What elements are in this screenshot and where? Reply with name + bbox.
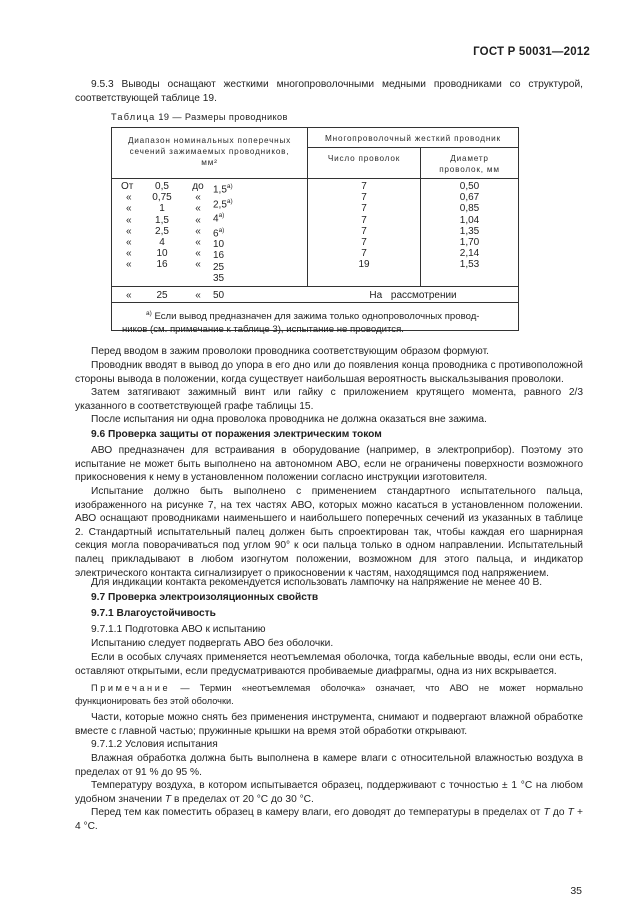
table-cell: 0,85 [459,203,480,215]
table-cell: « [126,225,132,237]
paragraph-humidity: Влажная обработка должна быть выполнена в камере влаги с относительной влажностью воздуха в пределах от 91 % до 95 %. [75,753,583,778]
table-cell: « [195,192,201,204]
section-heading-9-7: 9.7 Проверка электроизоляционных свойств [91,592,319,603]
paragraph-test-finger: Испытание должно быть выполнено с применением стандартного испытательного пальца, изображенного на рисунке 7, на тех частях АВО, которых можно касаться в установленном положении. АВО оснащают проводниками наименьшего и наибольшего поперечных сечений из указанных в таблице 2. Стандартный испытательный палец должен быть спроектирован так, чтобы каждая его шарнирная секция могла поворачиваться под углом 90° к оси пальца только в одном направлении. Испытательный палец прикладывают в любом изогнутом положении, возможном для этого пальца, и индикатор электрического контакта сигнализирует о прикосновении к частям, находящимся под напряжением. [75,486,583,579]
last-row-status: На рассмотрении [369,290,457,301]
table-cell: 0,67 [459,192,480,204]
table-cell: « [126,192,132,204]
table-cell: 25 [213,261,225,273]
table-cell: 0,5 [155,181,169,192]
table-cell: « [195,248,201,260]
table-cell: « [126,248,132,260]
section-heading-9-7-1: 9.7.1 Влагоустойчивость [91,608,216,619]
footnote-ref: а) [226,183,233,190]
table-cell: $4^{а)}$ [213,212,225,225]
table-cell: 7 [361,203,367,215]
column-wire-count [308,181,420,271]
last-row-end: 50 [213,290,225,301]
paragraph-removable-parts: Части, которые можно снять без применения инструмента, снимают и подвергают влажной обработке вместе с главной частью; пружинные крышки на время этой обработки открывают. [75,712,583,737]
table-cell: « [126,203,132,215]
document-header: ГОСТ Р 50031—2012 [473,46,590,58]
table-cell: 10 [156,248,168,260]
table-cell: 16 [213,250,225,262]
paragraph-lamp: Для индикации контакта рекомендуется использовать лампочку на напряжение не менее 40 В. [91,577,543,588]
paragraph-integral-enclosure: Если в особых случаях применяется неотъемлемая оболочка, тогда кабельные вводы, если они есть, оставляют открытыми, если предусматриваются пробиваемые диафрагмы, одна из них вскрывается. [75,652,583,677]
table-caption [111,112,288,122]
paragraph-insertion: Проводник вводят в вывод до упора в его дно или до появления конца проводника с противоположной стороны вывода в положении, когда существует наибольшая вероятность выскальзывания проволоки. [75,360,583,385]
header-rule [112,178,518,179]
table-cell: 1 [159,203,165,215]
section-heading-9-7-1-2: 9.7.1.2 Условия испытания [91,739,218,750]
header-wire-count: Число проволок [327,154,401,163]
footnote-ref: а) [226,197,233,205]
table-cell: « [126,259,132,271]
page-number: 35 [570,885,582,897]
table-cell: « [195,214,201,226]
table-cell: 2,14 [459,248,480,260]
header-wire-diameter: Диаметр проволок, мм [439,154,500,174]
paragraph-after-test: После испытания ни одна проволока проводника не должна оказаться вне зажима. [91,414,487,425]
table-cell: « [126,214,132,226]
table-cell: « [195,225,201,237]
section-heading-9-6: 9.6 Проверка защиты от поражения электрическим током [91,429,382,440]
note-block [75,682,583,708]
table-caption-word: Таблица [111,112,156,122]
table-cell: « [126,237,132,249]
table-cell: 1,5 [155,214,169,226]
footnote-marker: а) [146,310,152,317]
table-cell: до [192,181,204,192]
table-cell: 0,50 [459,181,480,192]
table-cell: 4 [159,237,165,249]
footnote-rule [112,302,518,303]
table-cell: 7 [361,192,367,204]
table-cell: 1,53 [459,259,480,271]
table-cell: 2,5 [155,225,169,237]
table-cell: 1,04 [459,214,480,226]
column-range-end [213,181,261,284]
footnote-ref: а) [218,212,225,220]
table-cell: $6^{а)}$ [213,226,225,239]
note-label: Примечание [91,683,171,693]
paragraph-9-5-3: 9.5.3 Выводы оснащают жесткими многопроволочными медными проводниками со структурой, соответствующей таблице 19. [75,79,583,104]
table-cell: « [195,237,201,249]
table-cell: 7 [361,181,367,192]
table-cell: 16 [156,259,168,271]
table-cell: $1,5^{а)}$ [213,183,233,196]
table-cell: 7 [361,237,367,249]
table-cell: 35 [213,272,225,284]
column-to [184,181,212,271]
table-cell: 19 [358,259,370,271]
footnote-line-2: ников (см. примечание к таблице 3), испытание не проводится. [122,324,404,336]
paragraph-builtin: АВО предназначен для встраивания в оборудование (например, в электроприбор). Поэтому это испытание не может быть выполнено на автономном АВО, если не ограничены поверхности возможного прикосновения к нему в установленном положении согласно инструкции изготовителя. [75,445,583,484]
group-header-rule [307,147,518,148]
column-from [121,181,143,271]
table-caption-title: 19 — Размеры проводников [155,112,288,122]
table-cell: 7 [361,248,367,260]
table-cell: От [121,181,134,192]
table-cell: $2,5^{а)}$ [213,197,233,210]
body-rule [112,286,518,287]
paragraph-temperature: Температуру воздуха, в котором испытывается образец, поддерживают с точностью ± 1 °С на любом удобном значении T в пределах от 20 °С до 30 °С. [75,780,583,805]
table-footnote [122,307,510,336]
table-cell: 0,75 [152,192,172,204]
table-cell: 1,35 [459,225,480,237]
table-cell: 7 [361,214,367,226]
paragraph-no-enclosure: Испытанию следует подвергать АВО без оболочки. [91,638,334,649]
paragraph-preconditioning: Перед тем как поместить образец в камеру влаги, его доводят до температуры в пределах от T до T + 4 °С. [75,807,583,832]
table-19 [111,127,519,336]
table-cell: 10 [213,239,225,251]
column-range-start [145,181,179,271]
section-heading-9-7-1-1: 9.7.1.1 Подготовка АВО к испытанию [91,624,266,635]
note-text: — Термин «неотъемлемая оболочка» означает, что АВО не может нормально функционировать без этой оболочки. [75,683,583,706]
table-cell: 1,70 [459,237,480,249]
last-row-from: « [126,290,132,301]
last-row-start: 25 [156,290,168,301]
footnote-ref: а) [218,226,225,234]
header-range: Диапазон номинальных поперечных сечений зажимаемых проводников, мм² [127,136,292,167]
footnote-line-1: Если вывод предназначен для зажима только однопроволочных провод- [154,311,480,323]
table-cell: « [195,259,201,271]
table-cell: 7 [361,225,367,237]
last-row-to: « [195,290,201,301]
paragraph-forming: Перед вводом в зажим проволоки проводника соответствующим образом формуют. [91,346,489,357]
column-wire-diameter [421,181,518,271]
table-cell: « [195,203,201,215]
paragraph-torque: Затем затягивают зажимный винт или гайку с приложением крутящего момента, равного 2/3 указанного в соответствующей графе таблицы 15. [75,387,583,412]
header-conductor-group: Многопроволочный жесткий проводник [325,134,501,143]
